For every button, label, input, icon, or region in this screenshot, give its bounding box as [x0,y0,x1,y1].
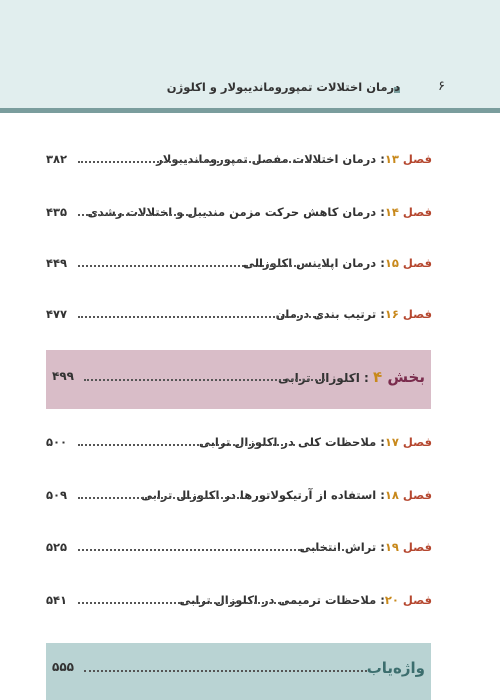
entry-page: ۵۴۱ [46,593,68,607]
dot-leader [78,602,292,604]
entry-page: ۵۰۰ [46,435,68,449]
page-number: ۶ [438,79,445,94]
dot-leader [78,265,328,267]
dot-leader [84,670,367,672]
entry-label: فصل ۱۴: درمان کاهش حرکت مزمن مندیبل و اختلالات رشدی [87,205,432,219]
entry-page: ۵۲۵ [46,540,68,554]
dot-leader [78,549,348,551]
toc-entry-index[interactable] [52,657,425,683]
entry-label: فصل ۱۵: درمان اپلاینس اکلوزالی [243,256,432,270]
toc-entry-ch13[interactable] [46,150,432,172]
entry-page: ۴۹۹ [52,369,74,383]
entry-page: ۵۵۵ [52,660,74,674]
entry-label: فصل ۲۰: ملاحظات ترمیمی در اکلوزال ترابی [179,593,432,607]
entry-label: فصل ۱۳: درمان اختلالات مفصل تمپوروماندیبولار [156,152,432,166]
entry-page: ۴۳۵ [46,205,68,219]
entry-label: فصل ۱۹: تراش انتخابی [299,540,432,554]
dot-leader [78,161,318,163]
toc-entry-ch17[interactable] [46,433,432,455]
dot-leader [78,316,334,318]
toc-entry-ch19[interactable] [46,538,432,560]
entry-page: ۳۸۲ [46,152,68,166]
running-title: درمان اختلالات تمپوروماندیبولار و اکلوژن [166,80,400,94]
part-band [46,350,431,409]
entry-label: فصل ۱۶: ترتیب بندی درمان [275,307,432,321]
entry-page: ۵۰۹ [46,488,68,502]
toc-entry-ch20[interactable] [46,591,432,613]
dot-leader [84,379,325,381]
entry-label: فصل ۱۷: ملاحظات کلی در اکلوزال ترابی [198,435,432,449]
index-band [46,643,431,700]
toc-entry-ch16[interactable] [46,305,432,327]
toc-entry-part4[interactable] [52,366,425,392]
dot-leader [78,444,295,446]
dot-leader [78,214,212,216]
entry-label: واژه‌یاب [366,659,425,677]
dot-leader [78,497,242,499]
entry-label: فصل ۱۸: استفاده از آرتیکولاتورها در اکلوزال ترابی [140,488,432,502]
entry-label: بخش ۴ : اکلوزال ترابی [277,368,425,386]
toc-entry-ch15[interactable] [46,254,432,276]
header-rule [0,108,500,113]
entry-page: ۴۷۷ [46,307,68,321]
toc-entry-ch18[interactable] [46,486,432,508]
toc-entry-ch14[interactable] [46,203,432,225]
entry-page: ۴۴۹ [46,256,68,270]
